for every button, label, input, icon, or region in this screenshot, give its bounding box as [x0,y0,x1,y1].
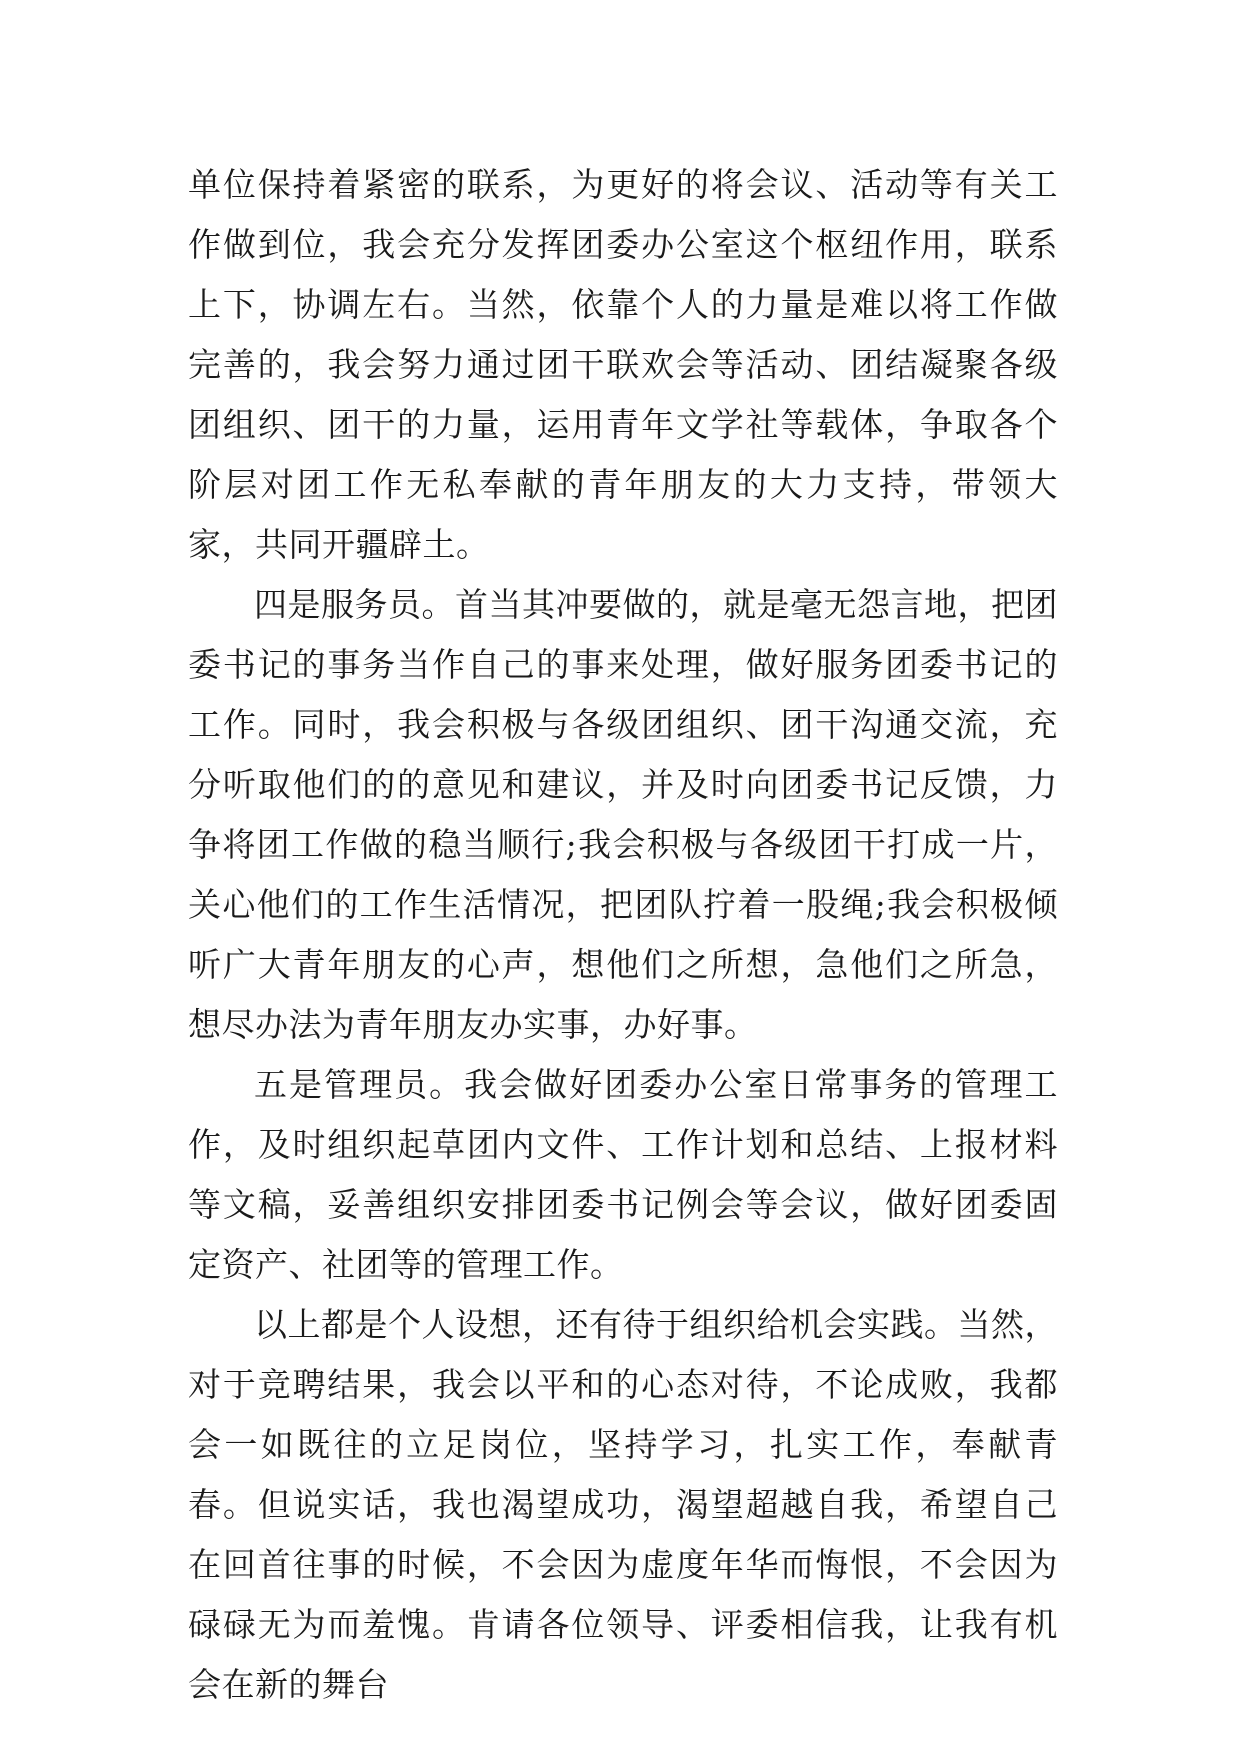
paragraph-management: 五是管理员。我会做好团委办公室日常事务的管理工作，及时组织起草团内文件、工作计划和总结、上报材料等文稿，妥善组织安排团委书记例会等会议，做好团委固定资产、社团等的管理工作。 [188,1065,1058,1284]
paragraph-conclusion: 以上都是个人设想，还有待于组织给机会实践。当然，对于竞聘结果，我会以平和的心态对待，不论成败，我都会一如既往的立足岗位，坚持学习，扎实工作，奉献青春。但说实话，我也渴望成功，渴望超越自我，希望自己在回首往事的时候，不会因为虚度年华而悔恨，不会因为碌碌无为而羞愧。肯请各位领导、评委相信我，让我有机会在新的舞台 [188,1305,1058,1704]
paragraph-service: 四是服务员。首当其冲要做的，就是毫无怨言地，把团委书记的事务当作自己的事来处理，做好服务团委书记的工作。同时，我会积极与各级团组织、团干沟通交流，充分听取他们的的意见和建议，并及时向团委书记反馈，力争将团工作做的稳当顺行;我会积极与各级团干打成一片，关心他们的工作生活情况，把团队拧着一股绳;我会积极倾听广大青年朋友的心声，想他们之所想，急他们之所急，想尽办法为青年朋友办实事，办好事。 [188,585,1058,1044]
paragraph-continuation: 单位保持着紧密的联系，为更好的将会议、活动等有关工作做到位，我会充分发挥团委办公室这个枢纽作用，联系上下，协调左右。当然，依靠个人的力量是难以将工作做完善的，我会努力通过团干联欢会等活动、团结凝聚各级团组织、团干的力量，运用青年文学社等载体，争取各个阶层对团工作无私奉献的青年朋友的大力支持，带领大家，共同开疆辟土。 [188,165,1058,564]
body-text [188,155,1058,1715]
